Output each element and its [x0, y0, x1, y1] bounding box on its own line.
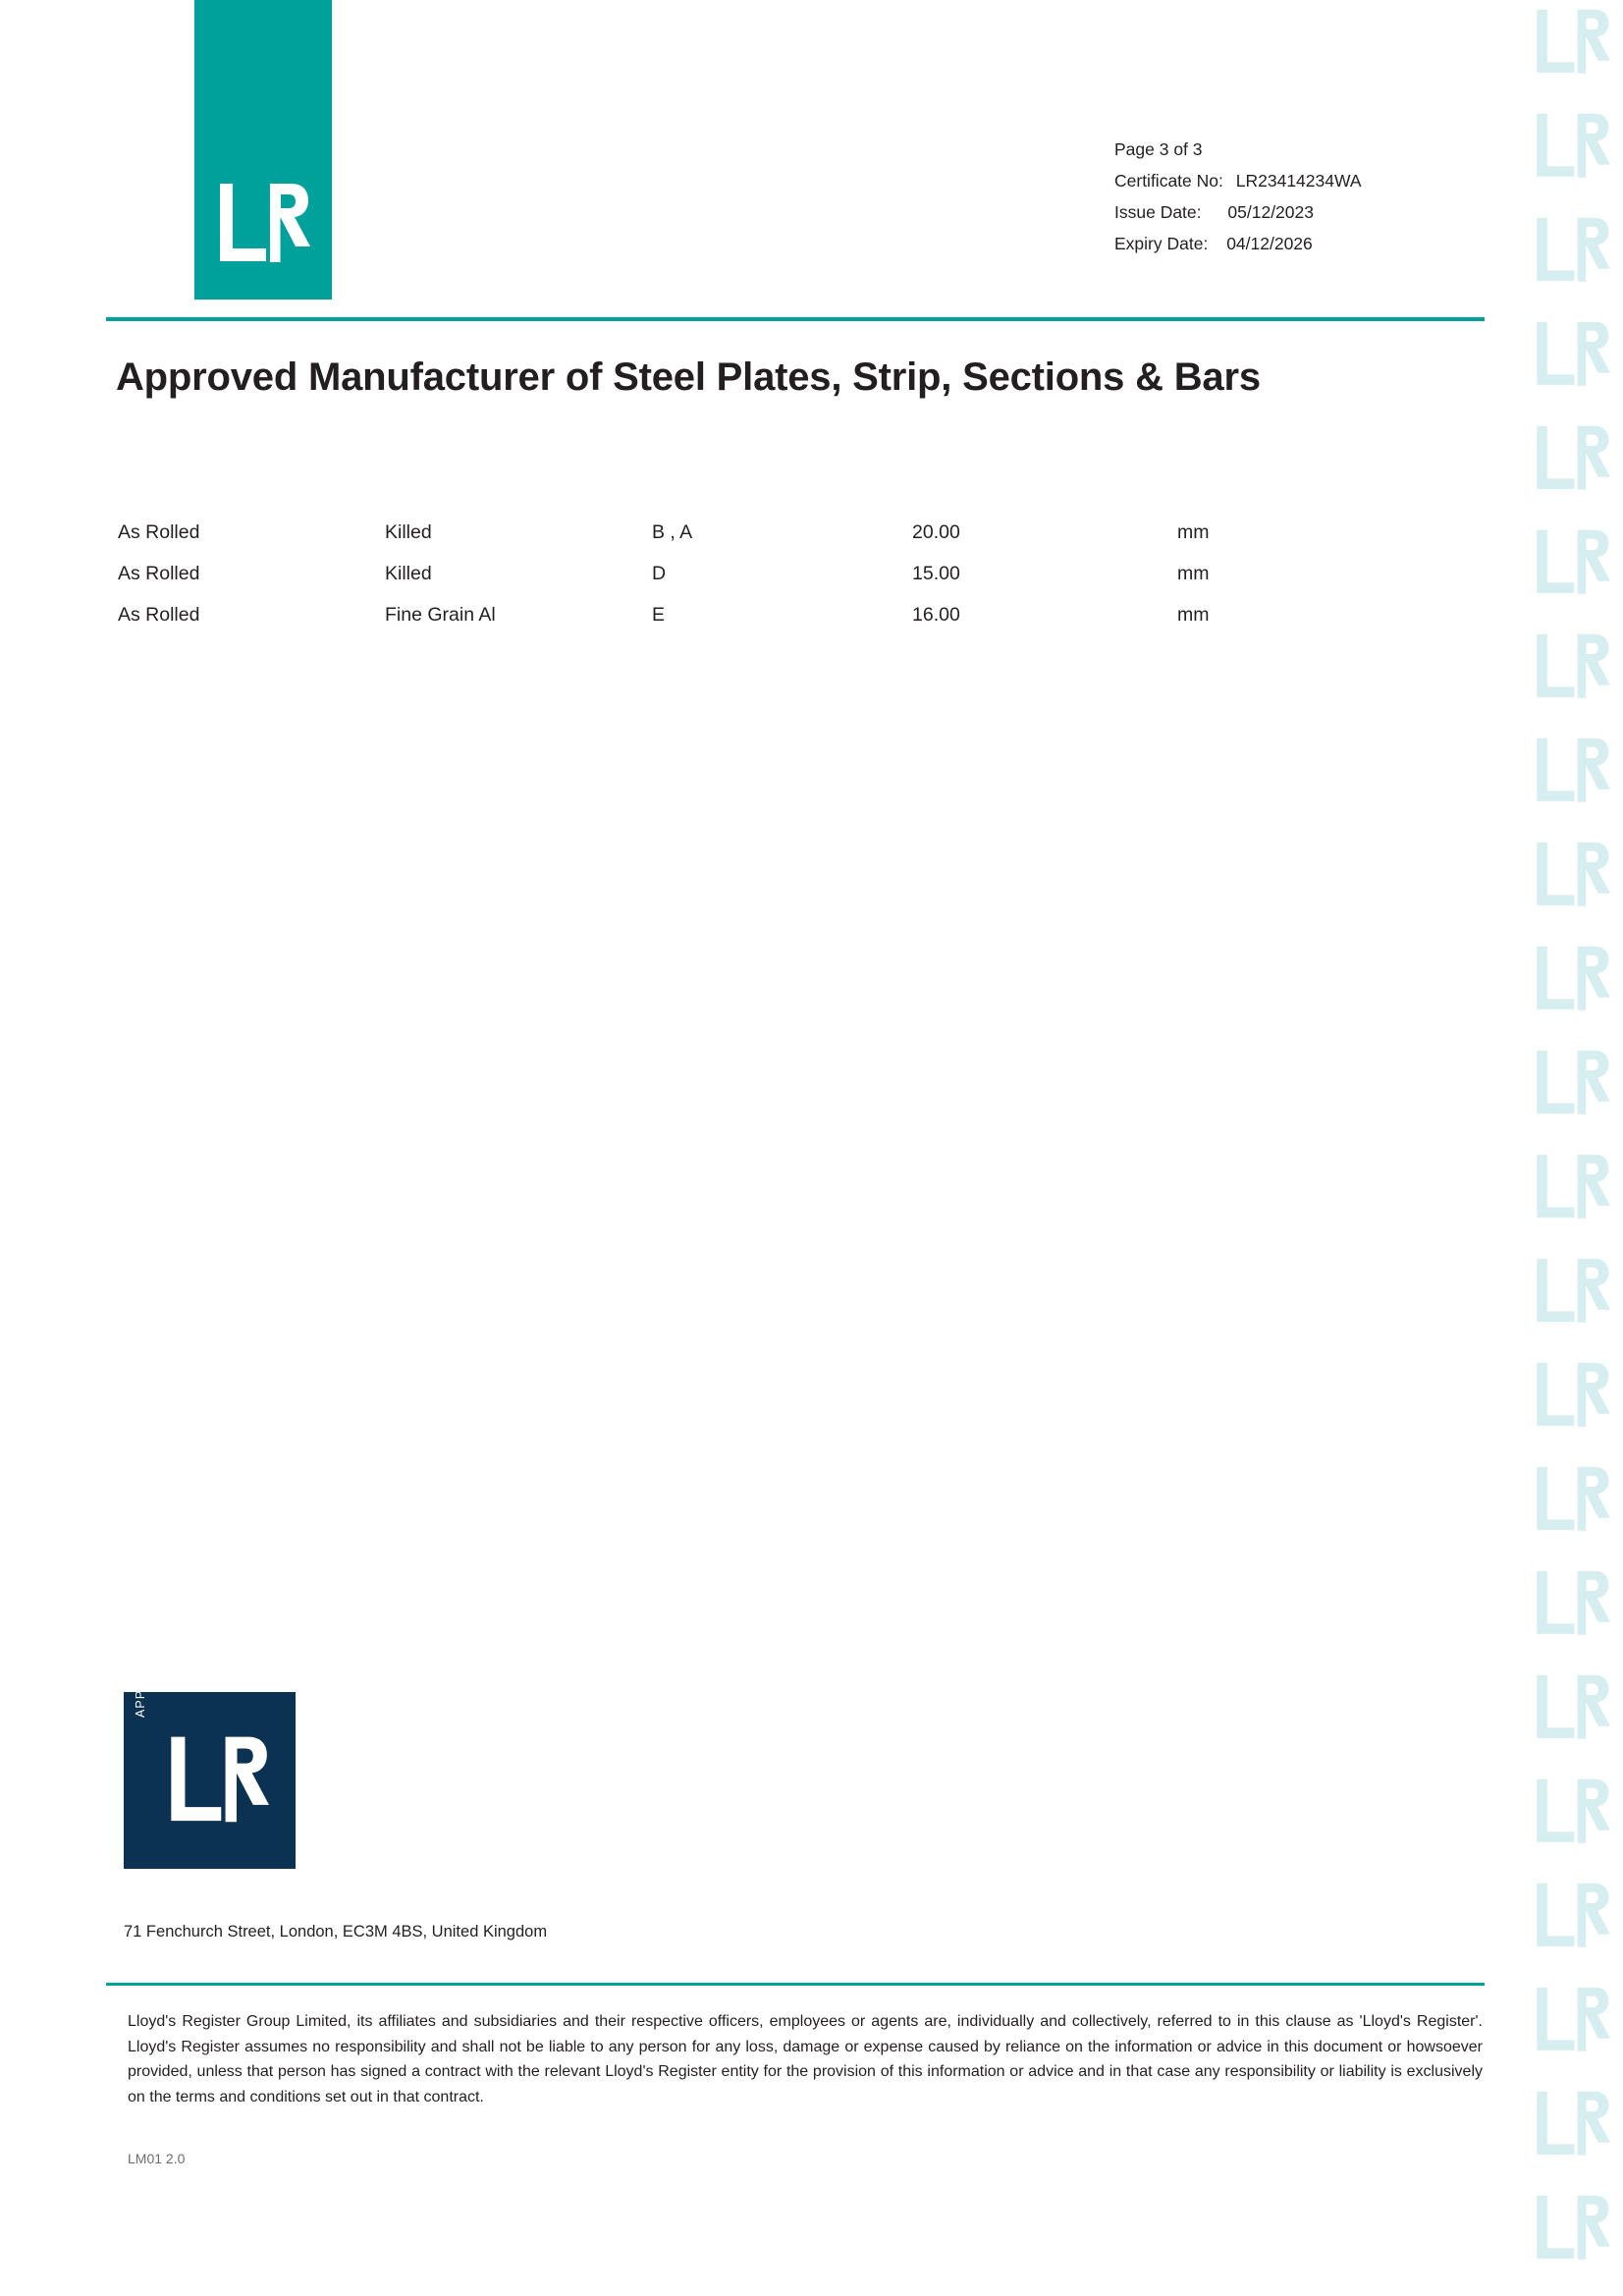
certificate-no-label: Certificate No: [1114, 171, 1223, 191]
watermark-lr-icon [1534, 1561, 1610, 1646]
cell-thickness: 15.00 [912, 563, 960, 584]
steel-grades-table [118, 521, 1443, 645]
table-row [118, 521, 1443, 563]
watermark-lr-icon [1534, 208, 1610, 293]
watermark-lr-icon [1534, 625, 1610, 709]
watermark-lr-icon [1534, 2082, 1610, 2166]
watermark-lr-icon [1534, 1353, 1610, 1438]
issue-date-value: 05/12/2023 [1227, 202, 1314, 222]
approved-stamp [124, 1640, 296, 1869]
header-divider [106, 317, 1485, 321]
page-number: Page 3 of 3 [1114, 139, 1203, 159]
cell-unit: mm [1177, 521, 1210, 543]
company-address: 71 Fenchurch Street, London, EC3M 4BS, United Kingdom [124, 1923, 548, 1941]
watermark-lr-icon [1534, 2186, 1610, 2270]
expiry-date-label: Expiry Date: [1114, 234, 1209, 253]
cell-unit: mm [1177, 563, 1210, 584]
watermark-lr-icon [1534, 833, 1610, 917]
cell-deoxidation: Killed [385, 521, 432, 543]
watermark-lr-icon [1534, 0, 1610, 84]
watermark-lr-icon [1534, 520, 1610, 605]
watermark-strip [1520, 0, 1623, 2296]
watermark-lr-icon [1534, 1770, 1610, 1854]
lr-logo-block [194, 0, 332, 300]
cell-grade: D [652, 563, 667, 584]
document-reference: LM01 2.0 [128, 2151, 186, 2166]
certificate-no-row [1114, 165, 1362, 196]
issue-date-label: Issue Date: [1114, 202, 1202, 222]
cell-condition: As Rolled [118, 563, 200, 584]
cell-grade: B , A [652, 521, 693, 543]
watermark-lr-icon [1534, 1978, 1610, 2062]
cell-thickness: 16.00 [912, 604, 960, 626]
footer-divider [106, 1983, 1485, 1986]
watermark-lr-icon [1534, 1041, 1610, 1125]
watermark-lr-icon [1534, 416, 1610, 501]
cell-condition: As Rolled [118, 604, 200, 626]
watermark-lr-icon [1534, 1874, 1610, 1958]
watermark-lr-icon [1534, 1457, 1610, 1542]
cell-condition: As Rolled [118, 521, 200, 543]
cell-deoxidation: Killed [385, 563, 432, 584]
cell-grade: E [652, 604, 666, 626]
watermark-lr-icon [1534, 2290, 1610, 2296]
issue-date-row [1114, 196, 1362, 228]
watermark-lr-icon [1534, 312, 1610, 397]
cell-deoxidation: Fine Grain Al [385, 604, 496, 626]
legal-disclaimer: Lloyd's Register Group Limited, its affiliates and subsidiaries and their respective officers, employees or agents are, individually and collectively, referred to in this clause as 'Lloyd's Register'. Lloyd's Register assumes no responsibility and shall not be liable to any person for any loss, damage or expense caused by reliance on the information or advice in this document or howsoever provided, unless that person has signed a contract with the relevant Lloyd's Register entity for the provision of this information or advice and in that case any responsibility or liability is exclusively on the terms and conditions set out in that contract. [128, 2013, 1483, 2105]
page-title: Approved Manufacturer of Steel Plates, Strip, Sections & Bars [116, 355, 1261, 399]
watermark-lr-icon [1534, 729, 1610, 813]
watermark-lr-icon [1534, 937, 1610, 1021]
approved-stamp-label: APPROVED [134, 1640, 147, 1718]
watermark-lr-icon [1534, 1666, 1610, 1750]
cell-thickness: 20.00 [912, 521, 960, 543]
table-row [118, 604, 1443, 645]
certificate-meta [1114, 134, 1362, 259]
watermark-lr-icon [1534, 1145, 1610, 1230]
watermark-lr-icon [1534, 1249, 1610, 1334]
cell-unit: mm [1177, 604, 1210, 626]
certificate-no-value: LR23414234WA [1235, 171, 1362, 191]
expiry-date-row [1114, 228, 1362, 259]
watermark-lr-icon [1534, 104, 1610, 189]
table-row [118, 563, 1443, 604]
expiry-date-value: 04/12/2026 [1226, 234, 1313, 253]
